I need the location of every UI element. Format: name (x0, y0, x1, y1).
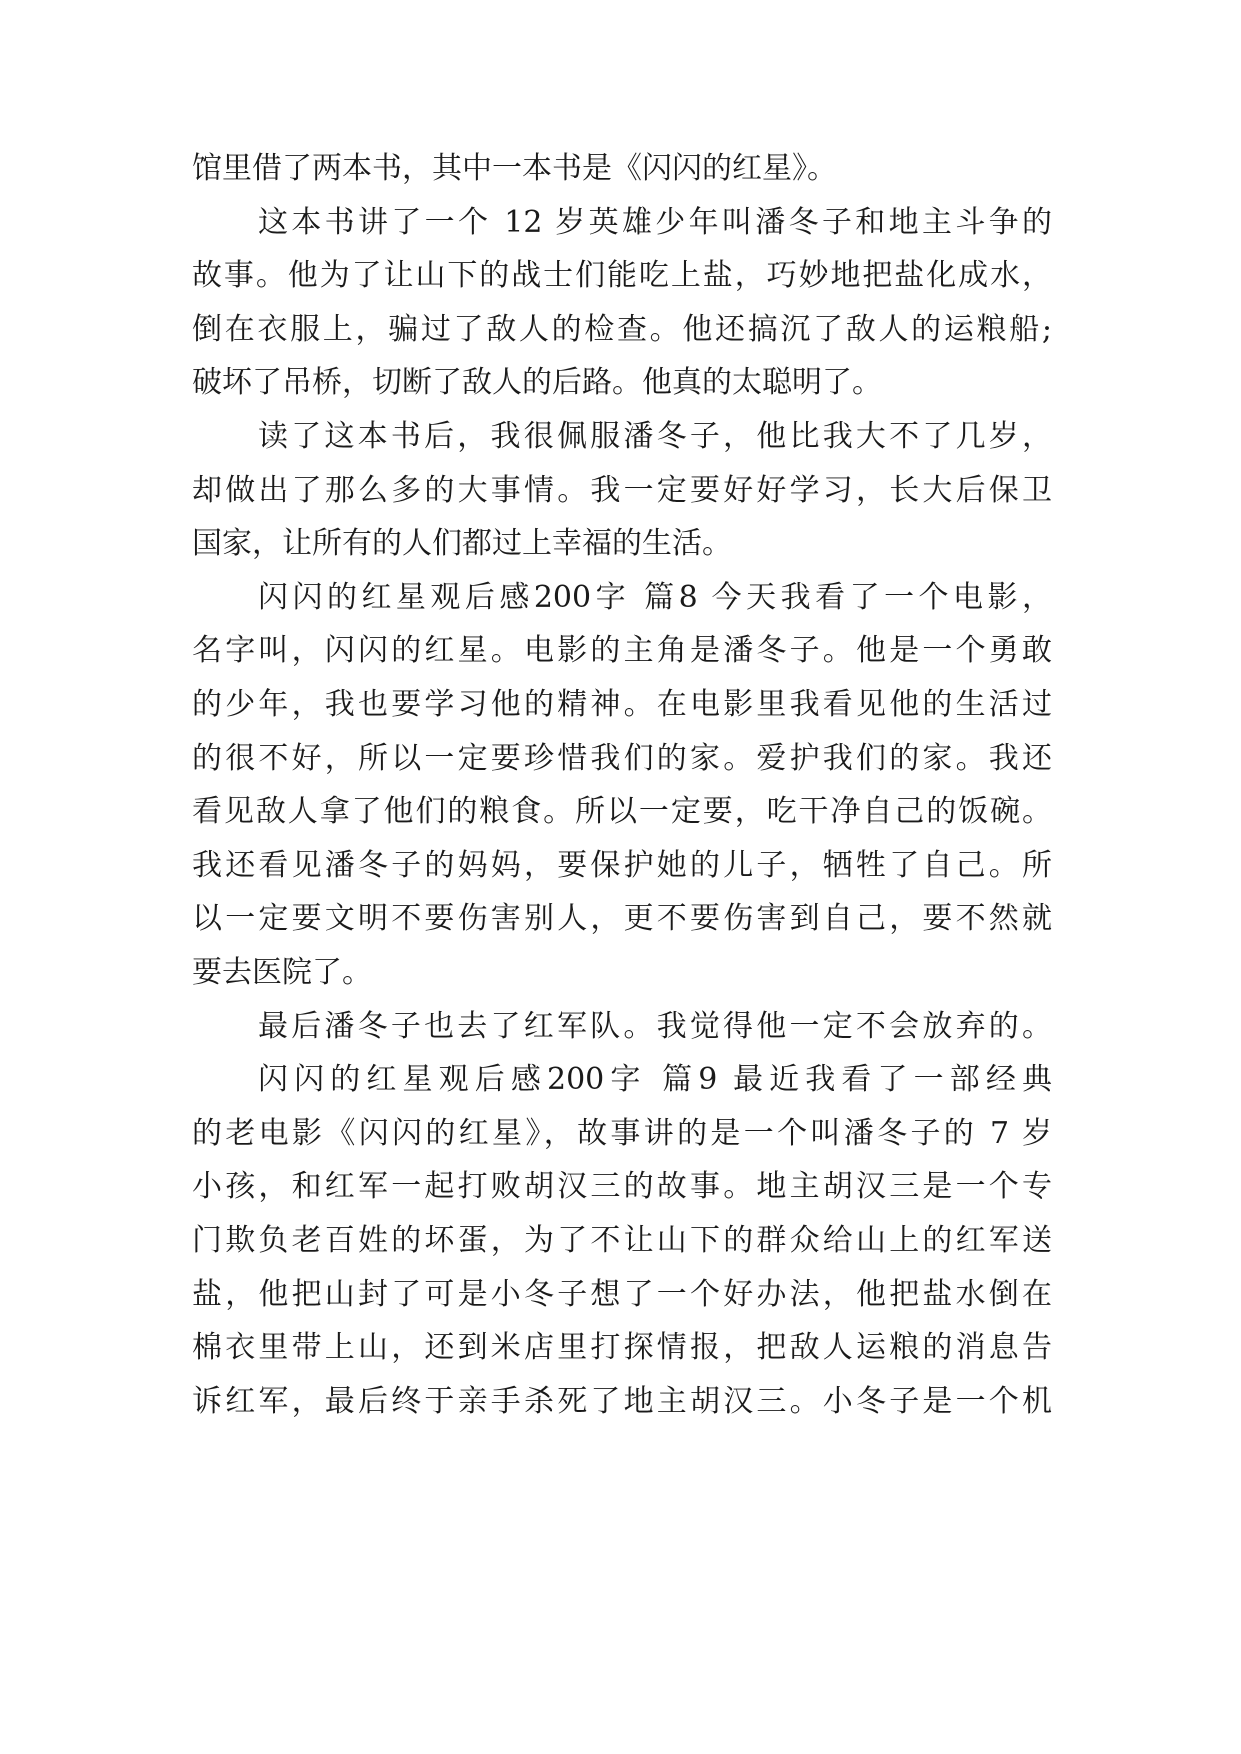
text-line: 名字叫，闪闪的红星。电影的主角是潘冬子。他是一个勇敢 (192, 633, 1052, 669)
text-line: 这本书讲了一个 12 岁英雄少年叫潘冬子和地主斗争的 (258, 204, 1052, 240)
text-line: 闪闪的红星观后感200字 篇9 最近我看了一部经典 (258, 1062, 1052, 1098)
text-line: 看见敌人拿了他们的粮食。所以一定要，吃干净自己的饭碗。 (192, 794, 1052, 830)
text-line: 闪闪的红星观后感200字 篇8 今天我看了一个电影， (258, 579, 1052, 615)
text-line: 以一定要文明不要伤害别人，更不要伤害到自己，要不然就 (192, 901, 1052, 937)
text-line: 的老电影《闪闪的红星》，故事讲的是一个叫潘冬子的 7 岁 (192, 1115, 1052, 1151)
text-line: 棉衣里带上山，还到米店里打探情报，把敌人运粮的消息告 (192, 1330, 1052, 1366)
text-line: 要去医院了。 (192, 955, 372, 990)
text-line: 故事。他为了让山下的战士们能吃上盐，巧妙地把盐化成水， (192, 258, 1052, 294)
text-line: 却做出了那么多的大事情。我一定要好好学习，长大后保卫 (192, 472, 1052, 508)
text-line: 倒在衣服上，骗过了敌人的检查。他还搞沉了敌人的运粮船; (192, 311, 1052, 347)
text-line: 读了这本书后，我很佩服潘冬子，他比我大不了几岁， (258, 419, 1052, 454)
text-line: 门欺负老百姓的坏蛋，为了不让山下的群众给山上的红军送 (192, 1223, 1052, 1258)
text-line: 破坏了吊桥，切断了敌人的后路。他真的太聪明了。 (192, 365, 882, 401)
text-line: 馆里借了两本书，其中一本书是《闪闪的红星》。 (192, 151, 837, 186)
text-line: 我还看见潘冬子的妈妈，要保护她的儿子，牺牲了自己。所 (192, 847, 1052, 883)
text-line: 诉红军，最后终于亲手杀死了地主胡汉三。小冬子是一个机 (192, 1383, 1052, 1419)
text-line: 最后潘冬子也去了红军队。我觉得他一定不会放弃的。 (258, 1008, 1052, 1044)
text-line: 的少年，我也要学习他的精神。在电影里我看见他的生活过 (192, 687, 1052, 722)
text-line: 的很不好，所以一定要珍惜我们的家。爱护我们的家。我还 (192, 740, 1052, 776)
text-line: 国家，让所有的人们都过上幸福的生活。 (192, 526, 732, 562)
text-line: 小孩，和红军一起打败胡汉三的故事。地主胡汉三是一个专 (192, 1169, 1052, 1205)
text-line: 盐，他把山封了可是小冬子想了一个好办法，他把盐水倒在 (192, 1276, 1052, 1312)
